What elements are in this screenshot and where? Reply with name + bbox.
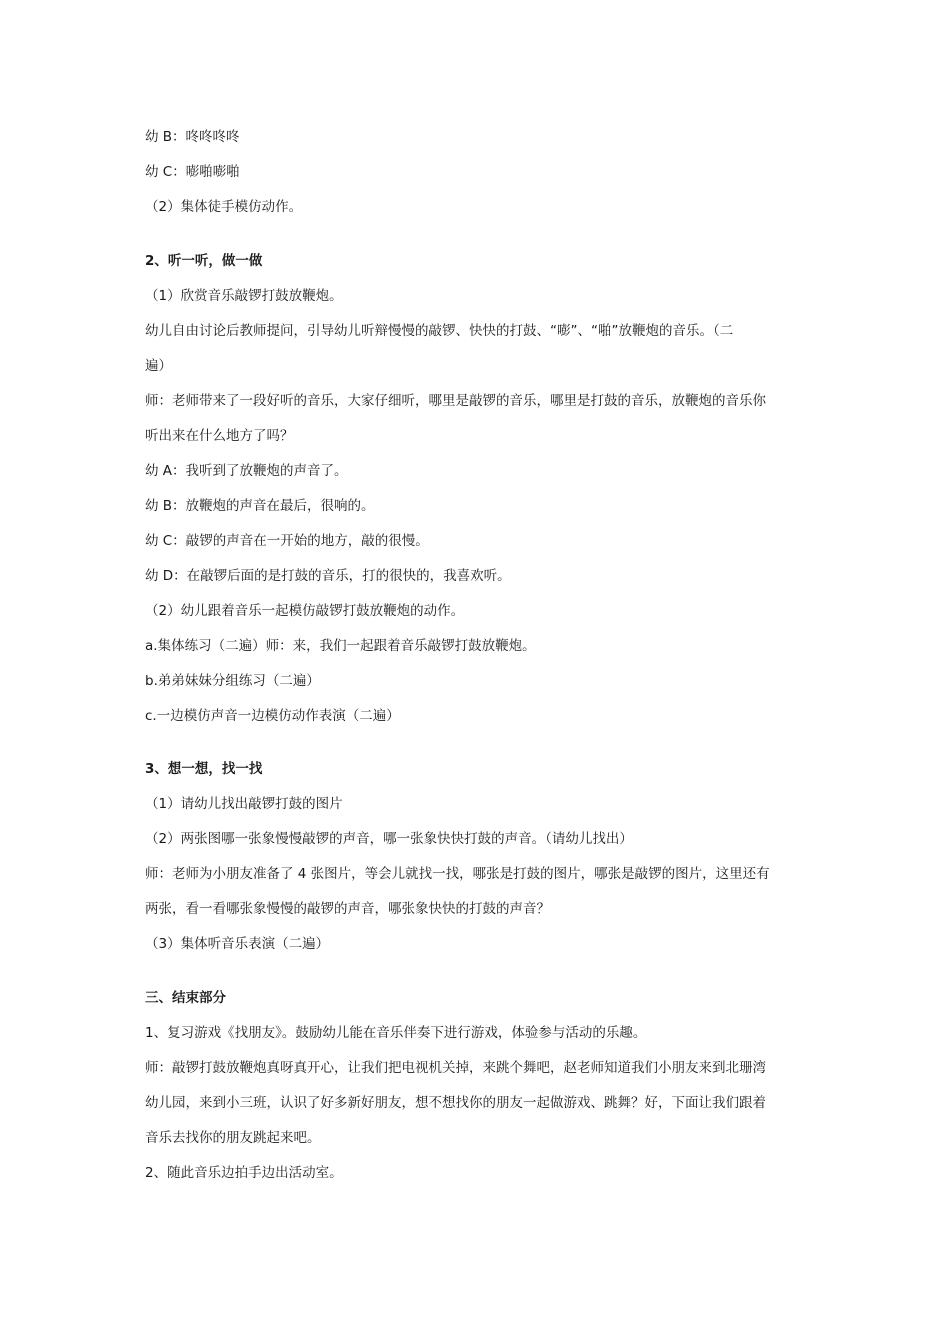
dialogue-line-child-b: 幼 B：咚咚咚咚 xyxy=(145,129,240,145)
dialogue-line-child-a: 幼 A：我听到了放鞭炮的声音了。 xyxy=(145,463,348,479)
teacher-line: 师：敲锣打鼓放鞭炮真呀真开心，让我们把电视机关掉，来跳个舞吧，赵老师知道我们小朋友来到北珊湾 xyxy=(145,1060,766,1076)
dialogue-line-child-b: 幼 B：放鞭炮的声音在最后，很响的。 xyxy=(145,498,375,514)
paragraph-line: （1）请幼儿找出敲锣打鼓的图片 xyxy=(145,796,343,812)
teacher-line: 听出来在什么地方了吗？ xyxy=(145,428,294,444)
paragraph-line: （2）两张图哪一张象慢慢敲锣的声音，哪一张象快快打鼓的声音。（请幼儿找出） xyxy=(145,831,633,847)
dialogue-line-child-c: 幼 C：敲锣的声音在一开始的地方，敲的很慢。 xyxy=(145,533,429,549)
paragraph-line: （3）集体听音乐表演（二遍） xyxy=(145,936,330,952)
teacher-line: 幼儿园，来到小三班，认识了好多新好朋友，想不想找你的朋友一起做游戏、跳舞？好，下面让我们跟着 xyxy=(145,1095,766,1111)
section-heading-think: 3、想一想，找一找 xyxy=(145,761,263,777)
paragraph-line: 1、复习游戏《找朋友》。鼓励幼儿能在音乐伴奏下进行游戏，体验参与活动的乐趣。 xyxy=(145,1025,647,1041)
teacher-line: 音乐去找你的朋友跳起来吧。 xyxy=(145,1130,321,1146)
teacher-line: 师：老师为小朋友准备了 4 张图片，等会儿就找一找，哪张是打鼓的图片，哪张是敲锣的图片，这里还有 xyxy=(145,866,770,882)
list-item: c.一边模仿声音一边模仿动作表演（二遍） xyxy=(145,708,400,724)
paragraph-line: （2）集体徒手模仿动作。 xyxy=(145,199,303,215)
teacher-line: 师：老师带来了一段好听的音乐，大家仔细听，哪里是敲锣的音乐，哪里是打鼓的音乐，放鞭炮的音乐你 xyxy=(145,393,766,409)
list-item: a.集体练习（二遍）师：来，我们一起跟着音乐敲锣打鼓放鞭炮。 xyxy=(145,638,536,654)
section-heading-ending: 三、结束部分 xyxy=(145,990,226,1006)
dialogue-line-child-d: 幼 D：在敲锣后面的是打鼓的音乐，打的很快的，我喜欢听。 xyxy=(145,568,511,584)
paragraph-line: （1）欣赏音乐敲锣打鼓放鞭炮。 xyxy=(145,288,343,304)
paragraph-line: （2）幼儿跟着音乐一起模仿敲锣打鼓放鞭炮的动作。 xyxy=(145,603,465,619)
list-item: b.弟弟妹妹分组练习（二遍） xyxy=(145,673,320,689)
paragraph-line: 幼儿自由讨论后教师提问，引导幼儿听辩慢慢的敲锣、快快的打鼓、“嘭”、“啪”放鞭炮的音乐。（二 xyxy=(145,323,734,339)
paragraph-line: 遍） xyxy=(145,358,172,374)
dialogue-line-child-c: 幼 C：嘭啪嘭啪 xyxy=(145,164,240,180)
section-heading-listen: 2、听一听，做一做 xyxy=(145,253,263,269)
paragraph-line: 2、随此音乐边拍手边出活动室。 xyxy=(145,1165,343,1181)
teacher-line: 两张，看一看哪张象慢慢的敲锣的声音，哪张象快快的打鼓的声音？ xyxy=(145,901,550,917)
